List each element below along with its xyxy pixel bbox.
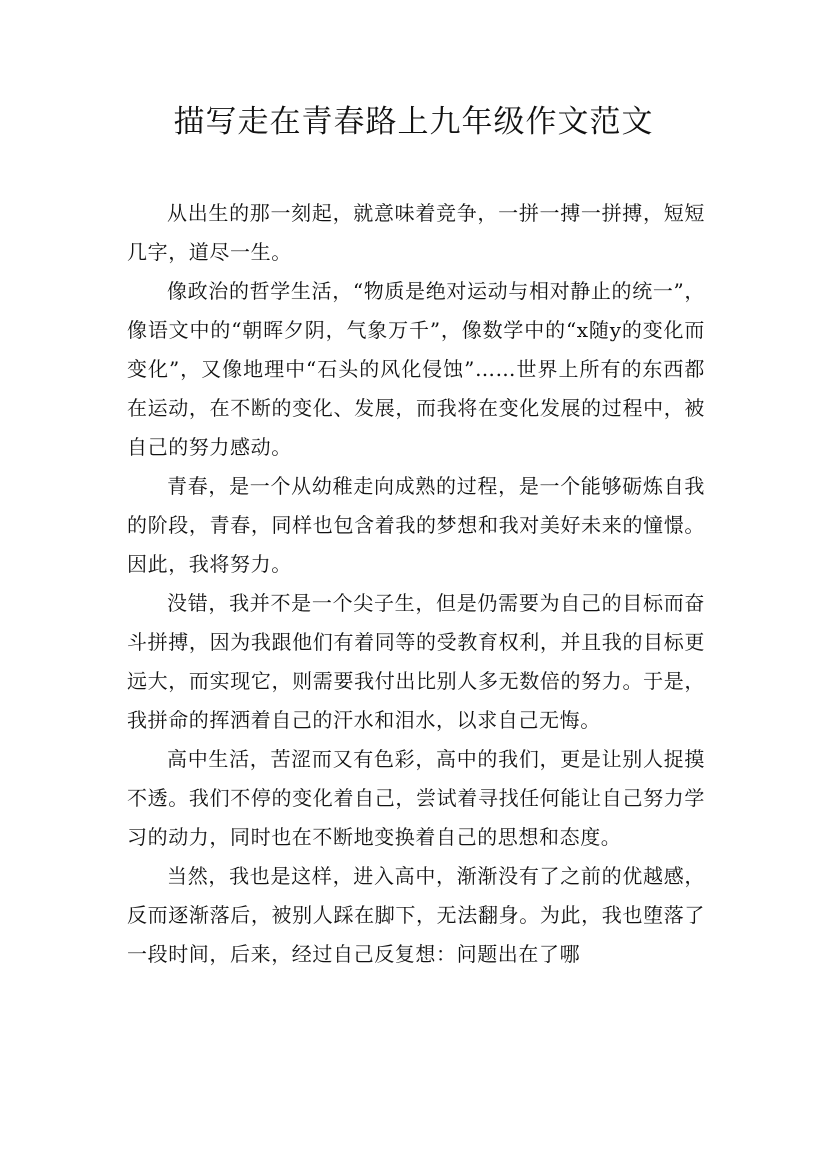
paragraph-6: 当然，我也是这样，进入高中，渐渐没有了之前的优越感，反而逐渐落后，被别人踩在脚下，无法翻身。为此，我也堕落了一段时间，后来，经过自己反复想：问题出在了哪 bbox=[127, 864, 705, 966]
paragraph-3: 青春，是一个从幼稚走向成熟的过程，是一个能够砺炼自我的阶段，青春，同样也包含着我的梦想和我对美好未来的憧憬。因此，我将努力。 bbox=[127, 474, 705, 576]
paragraph-1: 从出生的那一刻起，就意味着竞争，一拼一搏一拼搏，短短几字，道尽一生。 bbox=[127, 201, 705, 264]
paragraph-5: 高中生活，苦涩而又有色彩，高中的我们，更是让别人捉摸不透。我们不停的变化着自己，尝试着寻找任何能让自己努力学习的动力，同时也在不断地变换着自己的思想和态度。 bbox=[127, 747, 705, 849]
article-body bbox=[127, 194, 705, 974]
document-title: 描写走在青春路上九年级作文范文 bbox=[173, 104, 654, 140]
paragraph-4: 没错，我并不是一个尖子生，但是仍需要为自己的目标而奋斗拼搏，因为我跟他们有着同等的受教育权利，并且我的目标更远大，而实现它，则需要我付出比别人多无数倍的努力。于是，我拼命的挥洒着自己的汗水和泪水，以求自己无悔。 bbox=[127, 591, 705, 732]
paragraph-2: 像政治的哲学生活，“物质是绝对运动与相对静止的统一”，像语文中的“朝晖夕阴，气象万千”，像数学中的“x随y的变化而变化”，又像地理中“石头的风化侵蚀”……世界上所有的东西都在运动，在不断的变化、发展，而我将在变化发展的过程中，被自己的努力感动。 bbox=[127, 279, 705, 459]
